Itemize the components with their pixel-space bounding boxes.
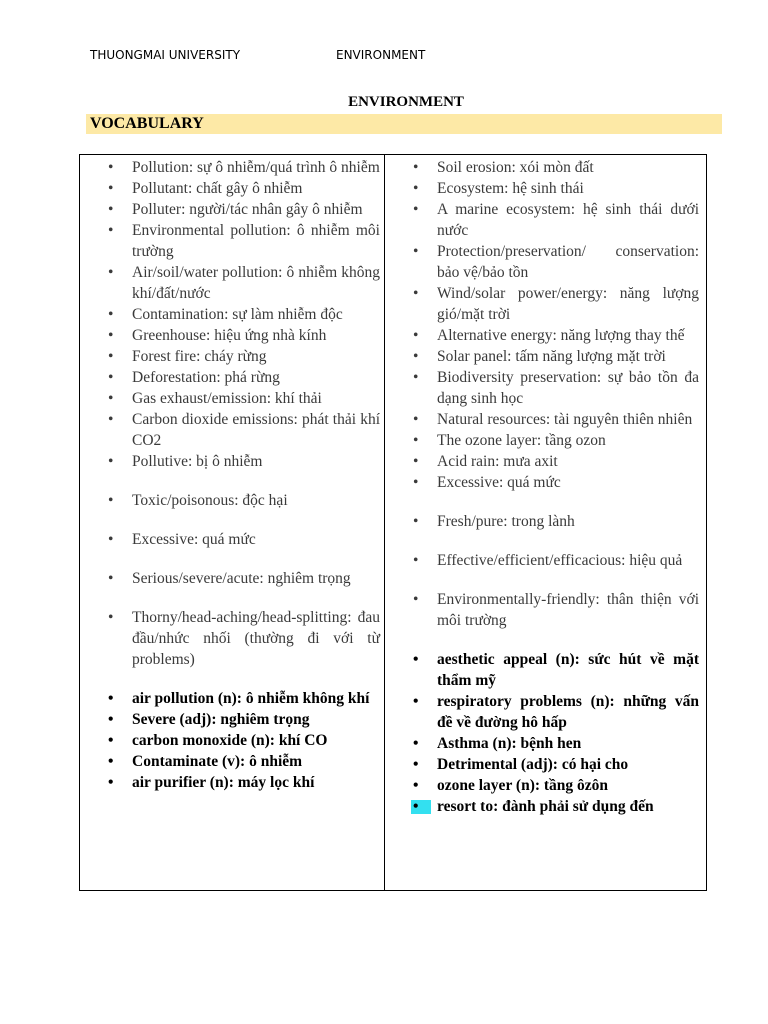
list-item-text: Contaminate (v): ô nhiễm bbox=[132, 753, 303, 770]
right-list bbox=[407, 157, 699, 817]
bullet-icon: • bbox=[108, 570, 114, 587]
bullet-icon: • bbox=[413, 453, 419, 470]
bullet-icon: • bbox=[108, 531, 114, 548]
bullet-icon: • bbox=[413, 735, 419, 752]
list-item bbox=[407, 511, 699, 532]
list-item bbox=[407, 199, 699, 241]
bullet-icon: • bbox=[108, 453, 114, 470]
list-item-text: Asthma (n): bệnh hen bbox=[437, 735, 582, 752]
column-divider bbox=[384, 155, 385, 890]
bullet-icon: • bbox=[413, 285, 419, 302]
list-item-text: resort to: đành phải sử dụng đến bbox=[437, 798, 654, 815]
bullet-icon: • bbox=[108, 390, 114, 407]
list-item-text: Gas exhaust/emission: khí thải bbox=[132, 390, 322, 407]
list-item bbox=[102, 220, 380, 262]
list-item-text: The ozone layer: tầng ozon bbox=[437, 432, 606, 449]
list-item-text: Toxic/poisonous: độc hại bbox=[132, 492, 288, 509]
bullet-icon: • bbox=[413, 180, 419, 197]
bullet-icon: • bbox=[108, 327, 114, 344]
bullet-icon: • bbox=[413, 201, 419, 218]
list-item bbox=[407, 325, 699, 346]
bullet-icon: • bbox=[108, 369, 114, 386]
list-item bbox=[407, 451, 699, 472]
list-item-text: Soil erosion: xói mòn đất bbox=[437, 159, 594, 176]
bullet-icon: • bbox=[108, 348, 114, 365]
list-item-text: Biodiversity preservation: sự bảo tồn đa dạng sinh học bbox=[437, 369, 699, 407]
list-item-text: Alternative energy: năng lượng thay thế bbox=[437, 327, 685, 344]
list-item bbox=[102, 451, 380, 472]
list-item bbox=[407, 775, 699, 796]
list-item-text: Environmental pollution: ô nhiễm môi trường bbox=[132, 222, 380, 260]
bullet-icon: • bbox=[108, 711, 114, 728]
list-item bbox=[102, 529, 380, 550]
list-item bbox=[102, 751, 380, 772]
list-item-text: air pollution (n): ô nhiễm không khí bbox=[132, 690, 370, 707]
list-item bbox=[102, 304, 380, 325]
list-item bbox=[102, 157, 380, 178]
bullet-icon: • bbox=[413, 348, 419, 365]
list-item bbox=[102, 730, 380, 751]
bullet-icon: • bbox=[108, 159, 114, 176]
bullet-icon: • bbox=[108, 690, 114, 707]
list-item bbox=[407, 550, 699, 571]
list-item-text: Protection/preservation/ conservation: bảo vệ/bảo tồn bbox=[437, 243, 699, 281]
list-item-text: ozone layer (n): tầng ôzôn bbox=[437, 777, 609, 794]
list-item-text: Fresh/pure: trong lành bbox=[437, 513, 575, 530]
list-item bbox=[102, 490, 380, 511]
list-item bbox=[102, 709, 380, 730]
bullet-icon: • bbox=[108, 264, 114, 281]
list-item-text: Carbon dioxide emissions: phát thải khí CO2 bbox=[132, 411, 380, 449]
right-column bbox=[407, 157, 699, 817]
list-item-text: Excessive: quá mức bbox=[132, 531, 256, 548]
vocabulary-heading: VOCABULARY bbox=[90, 115, 204, 132]
list-item-text: air purifier (n): máy lọc khí bbox=[132, 774, 315, 791]
list-item-text: Wind/solar power/energy: năng lượng gió/mặt trời bbox=[437, 285, 699, 323]
list-item bbox=[102, 346, 380, 367]
list-item bbox=[407, 691, 699, 733]
list-item bbox=[102, 199, 380, 220]
bullet-icon: • bbox=[413, 411, 419, 428]
list-item bbox=[407, 649, 699, 691]
list-item bbox=[407, 754, 699, 775]
page-title: ENVIRONMENT bbox=[348, 94, 464, 110]
bullet-icon: • bbox=[108, 201, 114, 218]
list-item bbox=[407, 283, 699, 325]
list-item bbox=[407, 346, 699, 367]
list-item bbox=[407, 589, 699, 631]
list-item-text: Solar panel: tấm năng lượng mặt trời bbox=[437, 348, 666, 365]
list-item bbox=[102, 325, 380, 346]
header-university: THUONGMAI UNIVERSITY bbox=[90, 48, 241, 62]
list-item bbox=[407, 430, 699, 451]
bullet-icon: • bbox=[413, 369, 419, 386]
bullet-icon: • bbox=[413, 159, 419, 176]
list-item-text: Forest fire: cháy rừng bbox=[132, 348, 267, 365]
bullet-icon: • bbox=[108, 411, 114, 428]
list-item-text: Air/soil/water pollution: ô nhiễm không khí/đất/nước bbox=[132, 264, 380, 302]
bullet-icon: • bbox=[108, 753, 114, 770]
vocabulary-table bbox=[79, 154, 707, 891]
list-item-text: aesthetic appeal (n): sức hút về mặt thẩm mỹ bbox=[437, 651, 699, 689]
list-item bbox=[102, 772, 380, 793]
list-item-text: Serious/severe/acute: nghiêm trọng bbox=[132, 570, 351, 587]
list-item-text: Pollution: sự ô nhiễm/quá trình ô nhiễm bbox=[132, 159, 380, 176]
vocabulary-heading-bar bbox=[86, 114, 722, 134]
bullet-icon: • bbox=[413, 432, 419, 449]
bullet-icon: • bbox=[108, 609, 114, 626]
left-list bbox=[102, 157, 380, 793]
bullet-icon: • bbox=[413, 798, 419, 815]
list-item-text: Thorny/head-aching/head-splitting: đau đầu/nhức nhối (thường đi với từ problems) bbox=[132, 609, 380, 668]
bullet-icon: • bbox=[108, 774, 114, 791]
bullet-icon: • bbox=[108, 306, 114, 323]
bullet-icon: • bbox=[413, 327, 419, 344]
bullet-icon: • bbox=[413, 474, 419, 491]
bullet-icon: • bbox=[108, 492, 114, 509]
bullet-icon: • bbox=[413, 513, 419, 530]
bullet-icon: • bbox=[413, 756, 419, 773]
bullet-icon: • bbox=[413, 591, 419, 608]
bullet-icon: • bbox=[108, 732, 114, 749]
list-item bbox=[407, 796, 699, 817]
list-item bbox=[102, 388, 380, 409]
list-item-text: Greenhouse: hiệu ứng nhà kính bbox=[132, 327, 327, 344]
list-item bbox=[102, 367, 380, 388]
list-item bbox=[407, 472, 699, 493]
list-item-text: Contamination: sự làm nhiễm độc bbox=[132, 306, 343, 323]
list-item-text: Ecosystem: hệ sinh thái bbox=[437, 180, 584, 197]
left-column bbox=[102, 157, 380, 793]
list-item bbox=[407, 409, 699, 430]
list-item bbox=[102, 568, 380, 589]
list-item-text: Severe (adj): nghiêm trọng bbox=[132, 711, 310, 728]
bullet-icon: • bbox=[413, 651, 419, 668]
bullet-icon: • bbox=[108, 222, 114, 239]
list-item bbox=[407, 157, 699, 178]
bullet-icon: • bbox=[413, 777, 419, 794]
list-item-text: Acid rain: mưa axit bbox=[437, 453, 558, 470]
list-item-text: Deforestation: phá rừng bbox=[132, 369, 280, 386]
list-item-text: carbon monoxide (n): khí CO bbox=[132, 732, 328, 749]
bullet-icon: • bbox=[108, 180, 114, 197]
list-item bbox=[407, 733, 699, 754]
list-item bbox=[102, 262, 380, 304]
list-item bbox=[102, 688, 380, 709]
list-item bbox=[407, 178, 699, 199]
list-item-text: A marine ecosystem: hệ sinh thái dưới nước bbox=[437, 201, 699, 239]
list-item bbox=[407, 241, 699, 283]
list-item-text: Pollutive: bị ô nhiễm bbox=[132, 453, 263, 470]
header-subject: ENVIRONMENT bbox=[336, 48, 426, 62]
list-item-text: Natural resources: tài nguyên thiên nhiên bbox=[437, 411, 693, 428]
bullet-icon: • bbox=[413, 552, 419, 569]
list-item-text: Environmentally-friendly: thân thiện với môi trường bbox=[437, 591, 699, 629]
list-item bbox=[102, 409, 380, 451]
bullet-icon: • bbox=[413, 693, 419, 710]
list-item-text: respiratory problems (n): những vấn đề về đường hô hấp bbox=[437, 693, 699, 731]
list-item-text: Detrimental (adj): có hại cho bbox=[437, 756, 629, 773]
list-item bbox=[407, 367, 699, 409]
bullet-icon: • bbox=[413, 243, 419, 260]
list-item bbox=[102, 178, 380, 199]
list-item-text: Pollutant: chất gây ô nhiễm bbox=[132, 180, 303, 197]
list-item-text: Excessive: quá mức bbox=[437, 474, 561, 491]
list-item-text: Polluter: người/tác nhân gây ô nhiễm bbox=[132, 201, 363, 218]
list-item bbox=[102, 607, 380, 670]
list-item-text: Effective/efficient/efficacious: hiệu quả bbox=[437, 552, 683, 569]
